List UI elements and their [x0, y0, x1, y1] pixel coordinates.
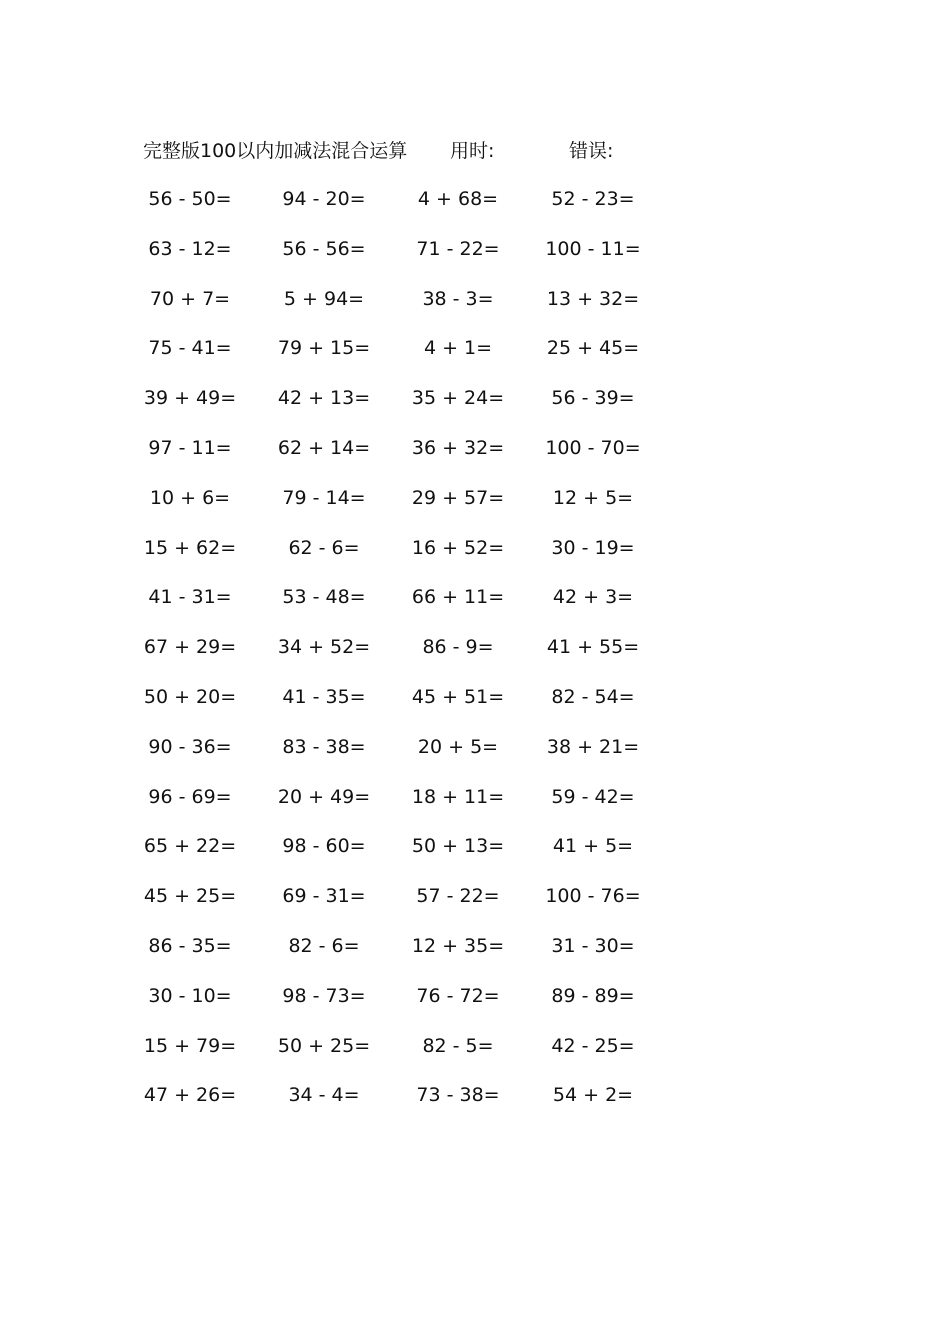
- problem-item: 4 + 68=: [417, 188, 499, 210]
- problem-item: 79 - 14=: [282, 486, 366, 509]
- problem-item: 65 + 22=: [143, 835, 237, 858]
- problem-item: 41 + 55=: [546, 636, 640, 659]
- problem-row: [0, 184, 950, 234]
- problem-item: 12 + 35=: [411, 934, 505, 957]
- problem-item: 15 + 79=: [143, 1034, 237, 1057]
- problem-item: 62 - 6=: [288, 536, 360, 559]
- problem-item: 20 + 5=: [417, 735, 499, 758]
- problem-grid: [0, 184, 950, 1130]
- worksheet-title: 完整版100以内加减法混合运算: [143, 140, 408, 162]
- problem-item: 45 + 25=: [143, 885, 237, 908]
- problem-item: 66 + 11=: [411, 586, 505, 609]
- problem-item: 25 + 45=: [546, 337, 640, 360]
- problem-item: 39 + 49=: [143, 387, 237, 410]
- problem-item: 38 + 21=: [546, 735, 640, 758]
- problem-item: 34 - 4=: [288, 1084, 360, 1107]
- problem-item: 82 - 5=: [422, 1034, 494, 1057]
- problem-row: [0, 582, 950, 632]
- problem-item: 79 + 15=: [277, 337, 371, 360]
- problem-item: 97 - 11=: [148, 436, 232, 459]
- problem-row: [0, 1080, 950, 1130]
- problem-item: 31 - 30=: [551, 934, 635, 957]
- problem-item: 96 - 69=: [148, 785, 232, 808]
- problem-item: 29 + 57=: [411, 486, 505, 509]
- problem-item: 52 - 23=: [551, 188, 635, 210]
- problem-item: 4 + 1=: [423, 337, 493, 360]
- problem-item: 5 + 94=: [283, 287, 365, 310]
- problem-row: [0, 533, 950, 583]
- problem-item: 45 + 51=: [411, 685, 505, 708]
- problem-item: 18 + 11=: [411, 785, 505, 808]
- problem-item: 70 + 7=: [149, 287, 231, 310]
- problem-item: 56 - 39=: [551, 387, 635, 410]
- problem-item: 35 + 24=: [411, 387, 505, 410]
- problem-row: [0, 931, 950, 981]
- problem-item: 42 + 3=: [552, 586, 634, 609]
- problem-item: 56 - 56=: [282, 237, 366, 260]
- problem-row: [0, 284, 950, 334]
- problem-item: 50 + 13=: [411, 835, 505, 858]
- error-label: 错误:: [569, 140, 614, 162]
- problem-item: 82 - 54=: [551, 685, 635, 708]
- problem-item: 73 - 38=: [416, 1084, 500, 1107]
- problem-item: 53 - 48=: [282, 586, 366, 609]
- problem-item: 42 - 25=: [551, 1034, 635, 1057]
- problem-item: 10 + 6=: [149, 486, 231, 509]
- problem-item: 41 - 35=: [282, 685, 366, 708]
- problem-row: [0, 831, 950, 881]
- problem-row: [0, 483, 950, 533]
- problem-item: 63 - 12=: [148, 237, 232, 260]
- problem-item: 67 + 29=: [143, 636, 237, 659]
- problem-item: 83 - 38=: [282, 735, 366, 758]
- problem-row: [0, 732, 950, 782]
- problem-row: [0, 234, 950, 284]
- problem-item: 100 - 70=: [545, 436, 641, 459]
- problem-item: 94 - 20=: [282, 188, 366, 210]
- worksheet-header: [143, 136, 703, 166]
- problem-item: 36 + 32=: [411, 436, 505, 459]
- problem-item: 69 - 31=: [282, 885, 366, 908]
- problem-item: 89 - 89=: [551, 984, 635, 1007]
- problem-item: 38 - 3=: [422, 287, 494, 310]
- problem-item: 56 - 50=: [148, 188, 232, 210]
- time-label: 用时:: [450, 140, 495, 162]
- problem-row: [0, 383, 950, 433]
- problem-item: 41 - 31=: [148, 586, 232, 609]
- problem-item: 98 - 60=: [282, 835, 366, 858]
- problem-item: 86 - 35=: [148, 934, 232, 957]
- problem-item: 82 - 6=: [288, 934, 360, 957]
- problem-item: 34 + 52=: [277, 636, 371, 659]
- problem-item: 12 + 5=: [552, 486, 634, 509]
- problem-row: [0, 632, 950, 682]
- problem-item: 75 - 41=: [148, 337, 232, 360]
- problem-item: 90 - 36=: [148, 735, 232, 758]
- problem-item: 100 - 11=: [545, 237, 641, 260]
- problem-row: [0, 433, 950, 483]
- problem-item: 100 - 76=: [545, 885, 641, 908]
- problem-item: 98 - 73=: [282, 984, 366, 1007]
- problem-item: 76 - 72=: [416, 984, 500, 1007]
- problem-row: [0, 981, 950, 1031]
- problem-row: [0, 1031, 950, 1081]
- problem-item: 86 - 9=: [422, 636, 494, 659]
- problem-item: 16 + 52=: [411, 536, 505, 559]
- problem-item: 54 + 2=: [552, 1084, 634, 1107]
- problem-item: 71 - 22=: [416, 237, 500, 260]
- problem-item: 30 - 19=: [551, 536, 635, 559]
- problem-item: 15 + 62=: [143, 536, 237, 559]
- problem-item: 13 + 32=: [546, 287, 640, 310]
- problem-item: 42 + 13=: [277, 387, 371, 410]
- problem-item: 50 + 20=: [143, 685, 237, 708]
- problem-item: 41 + 5=: [552, 835, 634, 858]
- problem-item: 62 + 14=: [277, 436, 371, 459]
- problem-row: [0, 682, 950, 732]
- problem-item: 50 + 25=: [277, 1034, 371, 1057]
- problem-item: 20 + 49=: [277, 785, 371, 808]
- problem-row: [0, 333, 950, 383]
- problem-item: 59 - 42=: [551, 785, 635, 808]
- problem-item: 30 - 10=: [148, 984, 232, 1007]
- problem-item: 47 + 26=: [143, 1084, 237, 1107]
- problem-row: [0, 881, 950, 931]
- problem-row: [0, 782, 950, 832]
- problem-item: 57 - 22=: [416, 885, 500, 908]
